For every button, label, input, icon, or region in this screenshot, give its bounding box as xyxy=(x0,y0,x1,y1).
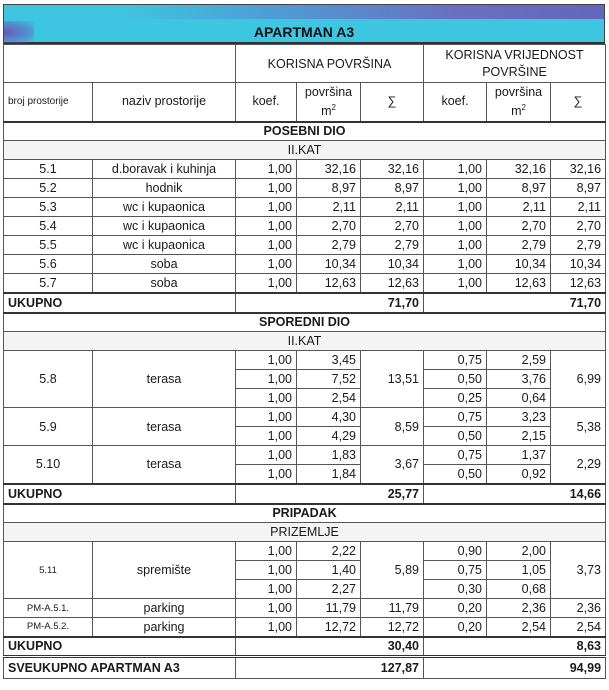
document-title: APARTMAN A3 xyxy=(253,24,355,40)
total-vrijednost: 71,70 xyxy=(424,293,606,313)
koef-korisna: 1,00 xyxy=(236,274,297,293)
room-number: 5.2 xyxy=(4,179,93,198)
section-title: POSEBNI DIO xyxy=(4,122,606,141)
sum-korisna: 2,11 xyxy=(361,198,424,217)
column-header-row xyxy=(4,83,606,122)
total-label: UKUPNO xyxy=(4,484,236,504)
povrsina-korisna: 1,83 xyxy=(297,446,361,465)
koef-vrijednost: 1,00 xyxy=(424,236,487,255)
koef-vrijednost: 1,00 xyxy=(424,160,487,179)
total-label: UKUPNO xyxy=(4,637,236,657)
grand-total-korisna: 127,87 xyxy=(236,657,424,679)
room-name: soba xyxy=(93,255,236,274)
koef-vrijednost: 0,90 xyxy=(424,542,487,561)
col-header-naziv: naziv prostorije xyxy=(93,83,236,122)
section-header-row xyxy=(4,504,606,523)
room-name: terasa xyxy=(93,351,236,408)
col-header-povrsina-label: površina xyxy=(494,84,543,99)
room-number: 5.3 xyxy=(4,198,93,217)
koef-vrijednost: 0,50 xyxy=(424,465,487,484)
koef-vrijednost: 0,75 xyxy=(424,351,487,370)
table-row xyxy=(4,179,606,198)
koef-vrijednost: 0,25 xyxy=(424,389,487,408)
povrsina-vrijednost: 2,54 xyxy=(487,618,551,637)
koef-korisna: 1,00 xyxy=(236,389,297,408)
povrsina-korisna: 2,27 xyxy=(297,580,361,599)
sum-vrijednost: 6,99 xyxy=(551,351,606,408)
sum-korisna: 5,89 xyxy=(361,542,424,599)
sum-vrijednost: 2,54 xyxy=(551,618,606,637)
sum-korisna: 12,72 xyxy=(361,618,424,637)
room-number: 5.7 xyxy=(4,274,93,293)
koef-vrijednost: 0,20 xyxy=(424,618,487,637)
sum-korisna: 13,51 xyxy=(361,351,424,408)
povrsina-vrijednost: 2,70 xyxy=(487,217,551,236)
col-header-unit: m xyxy=(511,103,522,118)
povrsina-vrijednost: 2,11 xyxy=(487,198,551,217)
koef-vrijednost: 0,50 xyxy=(424,370,487,389)
floor-label: PRIZEMLJE xyxy=(4,523,606,542)
povrsina-korisna: 4,29 xyxy=(297,427,361,446)
room-number: 5.5 xyxy=(4,236,93,255)
povrsina-vrijednost: 2,36 xyxy=(487,599,551,618)
sum-vrijednost: 2,29 xyxy=(551,446,606,484)
room-name: soba xyxy=(93,274,236,293)
koef-korisna: 1,00 xyxy=(236,599,297,618)
koef-korisna: 1,00 xyxy=(236,427,297,446)
koef-korisna: 1,00 xyxy=(236,179,297,198)
room-number: 5.8 xyxy=(4,351,93,408)
group-header-vrijednost: KORISNA VRIJEDNOST POVRŠINE xyxy=(424,45,606,83)
table-row xyxy=(4,618,606,637)
koef-korisna: 1,00 xyxy=(236,160,297,179)
title-band xyxy=(3,4,605,44)
col-header-broj: broj prostorije xyxy=(4,83,93,122)
sum-vrijednost: 32,16 xyxy=(551,160,606,179)
floor-row xyxy=(4,332,606,351)
room-number: 5.1 xyxy=(4,160,93,179)
grand-total-row xyxy=(4,657,606,679)
grand-total-vrijednost: 94,99 xyxy=(424,657,606,679)
povrsina-korisna: 32,16 xyxy=(297,160,361,179)
total-korisna: 30,40 xyxy=(236,637,424,657)
total-korisna: 71,70 xyxy=(236,293,424,313)
col-header-unit-sup: 2 xyxy=(521,102,526,112)
col-header-povrsina-2 xyxy=(487,83,551,122)
povrsina-vrijednost: 12,63 xyxy=(487,274,551,293)
room-name: wc i kupaonica xyxy=(93,236,236,255)
total-korisna: 25,77 xyxy=(236,484,424,504)
group-header-korisna: KORISNA POVRŠINA xyxy=(236,45,424,83)
col-header-povrsina-label: površina xyxy=(304,84,353,99)
koef-vrijednost: 0,75 xyxy=(424,446,487,465)
koef-vrijednost: 1,00 xyxy=(424,198,487,217)
povrsina-vrijednost: 0,64 xyxy=(487,389,551,408)
sum-vrijednost: 2,11 xyxy=(551,198,606,217)
grand-total-label: SVEUKUPNO APARTMAN A3 xyxy=(4,657,236,679)
group-header-blank xyxy=(4,45,236,83)
col-header-koef-1: koef. xyxy=(236,83,297,122)
table-row xyxy=(4,217,606,236)
koef-vrijednost: 0,30 xyxy=(424,580,487,599)
room-number: 5.4 xyxy=(4,217,93,236)
koef-korisna: 1,00 xyxy=(236,561,297,580)
koef-vrijednost: 0,20 xyxy=(424,599,487,618)
povrsina-korisna: 2,22 xyxy=(297,542,361,561)
povrsina-korisna: 8,97 xyxy=(297,179,361,198)
povrsina-vrijednost: 1,37 xyxy=(487,446,551,465)
room-name: terasa xyxy=(93,408,236,446)
area-table xyxy=(3,44,606,679)
room-number: 5.6 xyxy=(4,255,93,274)
povrsina-korisna: 12,72 xyxy=(297,618,361,637)
total-label: UKUPNO xyxy=(4,293,236,313)
table-row xyxy=(4,446,606,465)
povrsina-korisna: 3,45 xyxy=(297,351,361,370)
povrsina-korisna: 2,54 xyxy=(297,389,361,408)
table-row xyxy=(4,198,606,217)
povrsina-korisna: 4,30 xyxy=(297,408,361,427)
col-header-unit: m xyxy=(321,103,332,118)
povrsina-korisna: 12,63 xyxy=(297,274,361,293)
sum-korisna: 11,79 xyxy=(361,599,424,618)
povrsina-vrijednost: 1,05 xyxy=(487,561,551,580)
povrsina-korisna: 10,34 xyxy=(297,255,361,274)
koef-vrijednost: 0,75 xyxy=(424,561,487,580)
sum-korisna: 32,16 xyxy=(361,160,424,179)
povrsina-vrijednost: 2,59 xyxy=(487,351,551,370)
sum-vrijednost: 5,38 xyxy=(551,408,606,446)
col-header-sum-2: ∑ xyxy=(551,83,606,122)
koef-korisna: 1,00 xyxy=(236,236,297,255)
table-row xyxy=(4,599,606,618)
title-band-stripe xyxy=(124,5,604,19)
area-table-sheet xyxy=(3,4,605,679)
group-header-row xyxy=(4,45,606,83)
room-name: hodnik xyxy=(93,179,236,198)
col-header-unit-sup: 2 xyxy=(331,102,336,112)
sum-vrijednost: 2,79 xyxy=(551,236,606,255)
povrsina-vrijednost: 3,23 xyxy=(487,408,551,427)
room-name: wc i kupaonica xyxy=(93,198,236,217)
col-header-povrsina-1 xyxy=(297,83,361,122)
povrsina-korisna: 7,52 xyxy=(297,370,361,389)
room-number: PM-A.5.2. xyxy=(4,618,93,637)
koef-korisna: 1,00 xyxy=(236,255,297,274)
col-header-sum-1: ∑ xyxy=(361,83,424,122)
povrsina-korisna: 2,70 xyxy=(297,217,361,236)
sum-korisna: 10,34 xyxy=(361,255,424,274)
room-name: wc i kupaonica xyxy=(93,217,236,236)
povrsina-vrijednost: 10,34 xyxy=(487,255,551,274)
povrsina-korisna: 11,79 xyxy=(297,599,361,618)
room-name: terasa xyxy=(93,446,236,484)
povrsina-vrijednost: 8,97 xyxy=(487,179,551,198)
koef-korisna: 1,00 xyxy=(236,217,297,236)
table-row xyxy=(4,255,606,274)
sum-korisna: 2,70 xyxy=(361,217,424,236)
koef-korisna: 1,00 xyxy=(236,542,297,561)
section-title: SPOREDNI DIO xyxy=(4,313,606,332)
floor-row xyxy=(4,523,606,542)
room-name: parking xyxy=(93,599,236,618)
povrsina-vrijednost: 32,16 xyxy=(487,160,551,179)
table-row xyxy=(4,542,606,561)
povrsina-korisna: 1,84 xyxy=(297,465,361,484)
koef-korisna: 1,00 xyxy=(236,351,297,370)
povrsina-korisna: 2,79 xyxy=(297,236,361,255)
koef-korisna: 1,00 xyxy=(236,408,297,427)
povrsina-korisna: 2,11 xyxy=(297,198,361,217)
koef-korisna: 1,00 xyxy=(236,618,297,637)
col-header-koef-2: koef. xyxy=(424,83,487,122)
povrsina-vrijednost: 0,92 xyxy=(487,465,551,484)
room-name: parking xyxy=(93,618,236,637)
koef-korisna: 1,00 xyxy=(236,370,297,389)
floor-row xyxy=(4,141,606,160)
table-row xyxy=(4,351,606,370)
koef-korisna: 1,00 xyxy=(236,465,297,484)
sum-korisna: 3,67 xyxy=(361,446,424,484)
sum-vrijednost: 10,34 xyxy=(551,255,606,274)
sum-korisna: 8,59 xyxy=(361,408,424,446)
koef-vrijednost: 1,00 xyxy=(424,274,487,293)
koef-vrijednost: 1,00 xyxy=(424,255,487,274)
sum-korisna: 2,79 xyxy=(361,236,424,255)
section-title: PRIPADAK xyxy=(4,504,606,523)
section-header-row xyxy=(4,122,606,141)
koef-korisna: 1,00 xyxy=(236,446,297,465)
povrsina-korisna: 1,40 xyxy=(297,561,361,580)
section-header-row xyxy=(4,313,606,332)
sum-vrijednost: 2,36 xyxy=(551,599,606,618)
koef-vrijednost: 0,75 xyxy=(424,408,487,427)
koef-vrijednost: 0,50 xyxy=(424,427,487,446)
table-row xyxy=(4,274,606,293)
total-vrijednost: 14,66 xyxy=(424,484,606,504)
povrsina-vrijednost: 2,00 xyxy=(487,542,551,561)
floor-label: II.KAT xyxy=(4,332,606,351)
sum-vrijednost: 8,97 xyxy=(551,179,606,198)
koef-vrijednost: 1,00 xyxy=(424,179,487,198)
sum-vrijednost: 3,73 xyxy=(551,542,606,599)
section-total-row xyxy=(4,293,606,313)
koef-korisna: 1,00 xyxy=(236,198,297,217)
sum-korisna: 12,63 xyxy=(361,274,424,293)
table-row xyxy=(4,160,606,179)
room-number: 5.9 xyxy=(4,408,93,446)
room-name: spremište xyxy=(93,542,236,599)
section-total-row xyxy=(4,637,606,657)
povrsina-vrijednost: 3,76 xyxy=(487,370,551,389)
koef-vrijednost: 1,00 xyxy=(424,217,487,236)
table-row xyxy=(4,236,606,255)
sum-vrijednost: 12,63 xyxy=(551,274,606,293)
povrsina-vrijednost: 2,15 xyxy=(487,427,551,446)
sum-korisna: 8,97 xyxy=(361,179,424,198)
room-number: 5.10 xyxy=(4,446,93,484)
floor-label: II.KAT xyxy=(4,141,606,160)
povrsina-vrijednost: 0,68 xyxy=(487,580,551,599)
koef-korisna: 1,00 xyxy=(236,580,297,599)
total-vrijednost: 8,63 xyxy=(424,637,606,657)
section-total-row xyxy=(4,484,606,504)
table-row xyxy=(4,408,606,427)
room-number: PM-A.5.1. xyxy=(4,599,93,618)
povrsina-vrijednost: 2,79 xyxy=(487,236,551,255)
sum-vrijednost: 2,70 xyxy=(551,217,606,236)
room-number: 5.11 xyxy=(4,542,93,599)
room-name: d.boravak i kuhinja xyxy=(93,160,236,179)
